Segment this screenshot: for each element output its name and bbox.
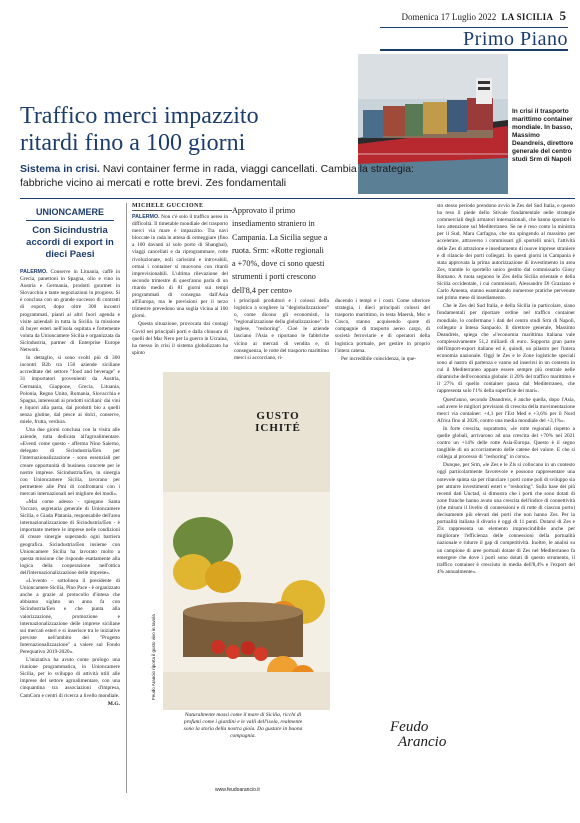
sidebar-paragraph: Una due giorni conclusa con la visita alle aziende, tutta dedicata all'agroalimentare. «Eventi come questo - afferma Nino Salerno, delegato di Sicindustria/Een per l'internazionalizzazione - sono essenziali per creare opportunità di business concrete per le nostre imprese. Sicindustria/Een, in sinergia con Unioncamere Sicilia, lavorano per permettere alle Pmi di confrontarsi con i mercati internazionali nel migliore dei modi».	[20, 427, 120, 497]
slogan-line-1: GUSTO	[256, 410, 300, 422]
pull-quote: Approvato il primo insediamento straniero in Campania. La Sicilia segue a ruota. Srm: «Rotte regionali a +70%, dove ci sono questi strumenti i porti crescono dell'8,4 per cento»	[232, 206, 328, 295]
article-paragraph: Che le Zes del Sud Italia, e della Sicilia in particolare, siano fondamentali per riportare ordine nel traffico container mondiale, lo confermano i dati del centro studi Srm di Napoli, collegato a Intesa Sanpaolo. Il direttore generale, Massimo Deandreis, spiega che «l'economia marittima italiana vale complessivamente 51,2 miliardi di euro. Supporta gran parte dell'import-export italiano ed è, quindi, un pilastro per l'intera economia nazionale. Oggi le Zes e le Zone logistiche speciali sono al nastro di partenza e vanno ad inserirsi in un contesto in cui il Mediterraneo appare essere sempre più centrale nelle dinamiche dell'economia globale: il 20% del traffico marittimo e il 27% di quello container passa dal Mediterraneo, che rappresenta solo l'1% della superficie dei mari».	[437, 303, 575, 395]
article-column-1	[132, 214, 228, 366]
sidebar-box	[20, 203, 120, 789]
section-band	[380, 27, 568, 51]
article-paragraph: sto stesso periodo prendono avvio le Zes del Sud Italia, e questo ha reso il piede dello Stivale fondamentale nelle strategie commerciali degli armatori internazionali, che hanno spostato lo loro attenzione sul Mediterraneo. Se ne è reso conto la ministra per il Sud, Mara Carfagna, che sta spingendo al massimo per accelerare, attraverso i commissari gli sportelli unici, l'attività delle Zes di attrazione e insediamento di nuove imprese straniere e di rilancio dei porti collegati. In questi giorni in Campania è stata approvata la prima autorizzazione di investimento in area Zes, tramite lo sportello unico gestito dal commissario Giosy Romano. A ruota seguono le Zes della Sicilia orientale e della Sicilia occidentale, i cui commissari, Alessandro Di Graziano e Carlo Amenta, stanno esaminando numerose pratiche pervenute nel primo mese di insediamento.	[437, 203, 575, 302]
sidebar-body	[20, 269, 120, 789]
article-paragraph: In forte crescita, soprattutto, «le rotte regionali rispetto a quelle globali, arrivarono ad una crescita del +70% nel 2021 contro un +14% delle rotte Asia-Europa. Questo è il segno tangibile di un accorciamento delle catene del valore. E che si collega al processo di "reshoring" in corso».	[437, 425, 575, 461]
headline-line-2: ritardi fino a 100 giorni	[20, 130, 246, 156]
sidebar-kicker: UNIONCAMERE	[35, 207, 104, 217]
article-paragraph: ducendo i tempi e i costi. Come ulteriore strategia, i dieci principali colossi del trasporto marittimo, in testa Maersk, Msc e Cosco, stanno acquisendo quote di compagnie di trasporto aereo cargo, di società ferroviarie e di operatori della logistica portuale, per gestire in proprio l'intera catena.	[335, 298, 430, 354]
article-location: PALERMO.	[132, 214, 160, 220]
article-paragraph: i principali produttori e i colossi della logistica a scegliere la "deglobalizzazione" o, come dicono gli economisti, la "regionalizzazione della globalizzazione". In inglese, "reshoring". Cioè le aziende lasciano l'Asia e riportano le fabbriche vicino ai mercati di vendita e, di conseguenza, le rotte del trasporto marittimo merci si accorciano, ri-	[234, 298, 329, 361]
article-column-3	[335, 298, 430, 368]
subhead-lead: Sistema in crisi.	[20, 163, 100, 175]
article-paragraph: Dunque, per Srm, «le Zes e le Zls si collocano in un contesto oggi particolarmente favorevole e possono rappresentare una notevole spinta sia per rilanciare i porti come poli di sviluppo sia per attrarre investimenti esteri e "reshoring". Sulla base dei più recenti dati Unctad, si dimostra che i porti che sono dotati di zone franche hanno avuto una crescita dell'indice di connettività (che misura il livello di connessioni e di rotte di ciascun porto) decisamente più elevati dei porti che non hanno Zes. Per la portualità italiana il divario è oggi di 11 punti. Dotarsi di Zes e Zls rappresenta un elemento imprescindibile anche per migliorare l'efficienza delle connessioni della portualità nazionale e ridurre il gap di competitività. Inoltre, le analisi su un campione di aree portuali dotate di Zes nel Mediterraneo fa emergere che dove i porti sono dotati di questo strumento, il traffico container è cresciuto in media dell'8,4% e l'export del 4% annualmente».	[437, 462, 575, 575]
sidebar-paragraph: «Mai come adesso - spiegano Santa Vaccaro, segretaria generale di Unioncamere Sicilia, e Giada Platania, responsabile dell'area internazionalizzazione di Sicindustria/Een - è importante mettere le imprese nelle condizioni di creare sinergie superando ogni barriera geografica. Sicindustria/Een insieme con Unioncamere Sicilia ha lavorato molto a questa missione che risponde esattamente alla logica della cooperazione nell'ottica dell'internazionalizzazione delle imprese».	[20, 499, 120, 576]
sidebar-paragraph: PALERMO. Conserve in Lituania, caffè in Grecia, panettoni in Spagna, olio e vino in Austria e Germania, prodotti gourmet in Slovacchia e tante negoziazioni in progress. Si è conclusa con un grande successo di contratti di export, dopo oltre 300 incontri programmati, pianti ai altri fuori agenda e visite aziendali in tutta la Sicilia. la missione di buyer esteri nell'isola ospitata e fortemente voluta da Unioncamere Sicilia e organizzata da Sicindustria, partner di Enterprise Europe Network.	[20, 269, 120, 354]
advert-caption: Naturalmente mossi come il mare di Sicilia, ricchi di profumi come i giardini e le valli dell'isola, realmente sono la storia della nostra gioia. Da gustare in buona compagnia.	[183, 712, 303, 739]
photo-caption: In crisi il trasporto marittimo container mondiale. In basso, Massimo Deandreis, direttore generale del centro studi Srm di Napoli	[512, 108, 574, 163]
advert-url[interactable]: www.feudoarancio.it	[215, 787, 260, 793]
section-title: Primo Piano	[463, 28, 568, 50]
slogan-line-2: ICHITÉ	[255, 422, 301, 434]
article-column-2	[234, 298, 329, 368]
advert-slogan	[238, 410, 318, 434]
page-header	[18, 8, 566, 28]
sidebar-title: Con Sicindustria accordi di export in dieci Paesi	[26, 225, 114, 260]
issue-date: Domenica 17 Luglio 2022	[401, 12, 497, 22]
column-divider	[126, 203, 127, 793]
article-column-4	[437, 203, 575, 793]
article-paragraph: PALERMO. Non c'è solo il traffico aereo in difficoltà. Il timetable mondiale del trasporto merci via mare è impazzito. Tra navi bloccate in rada in attesa di ormeggiare (fino a 100 davanti al solo porto di Shanghai), viaggi cancellati e da riprogrammare, rotte rivoluzionate, noli carissimi e introvabili, ormai i container si muovono con ritardi imprevisionabili. L'ultima rilevazione del secondo trimestre di quest'anno parla di un ritardo medio di 81 giorni sui tempi programmati di consegna dall'Asia all'Europa, ma le previsioni per il terzo trimestre prevedono una soglia vicina ai 100 giorni.	[132, 214, 228, 320]
article-paragraph: Per incredibile coincidenza, in que-	[341, 355, 417, 362]
sidebar-paragraph: In dettaglio, si sono svolti più di 300 incontri B2b tra 150 aziende siciliane accreditate del settore "food and beverage" e 31 importatori provenienti da Austria, Germania, Giappone, Grecia, Lituania, Polonia, Regno Unito, Romania, Slovacchia e Spagna, interessati ai prodotti siciliani: dai vini e liquori alla pasta, dai prodotti bio a quelli senza glutine, dal pesce ai dolci, conserve, miele, frutta, verdura.	[20, 355, 120, 425]
sidebar-signature: M.G.	[107, 700, 120, 707]
advert-side-text: Feudo Arancio riporta il gusto vivo in tavola	[151, 614, 156, 700]
headline-line-1: Traffico merci impazzito	[20, 103, 259, 129]
sidebar-paragraph: L'iniziativa ha avuto come prologo una riunione programmatica, in Unioncamere Sicilia, per lo sviluppo di attività utili alle imprese del settore agroalimentare, con una cinquantina tra associazioni d'impresa, CamCom e centri di ricerca a livello mondiale.	[20, 657, 120, 699]
publication-name: LA SICILIA	[501, 12, 554, 22]
brand-line-1: Feudo	[390, 719, 429, 735]
article-paragraph: Quest'anno, secondo Deandreis, è anche quella, dopo l'Asia, «ad avere le migliori previsioni di crescita della movimentazione merci via container: +4,1 per l'Est Med e +3,6% per il Nord Africa fino al 2026, contro una media mondiale del +3,1%».	[437, 396, 575, 424]
divider-rule	[20, 198, 575, 199]
feudo-arancio-logo	[390, 720, 470, 765]
sidebar-location: PALERMO.	[20, 269, 48, 275]
page-number: 5	[559, 8, 566, 23]
brand-line-2: Arancio	[398, 734, 447, 750]
byline: MICHELE GUCCIONE	[132, 203, 232, 211]
sidebar-paragraph: «L'evento - sottolinea il presidente di Unioncamere Sicilia, Pino Pace - è organizzato anche a grazie al protocollo d'intesa che abbiamo siglato un anno fa con Sicindustria/Een e che punta alla valorizzazione, promozione e internazionalizzazione delle imprese siciliane sui mercati esteri e si inserisce tra le iniziative previste nell'ambito del "Progetto Internazionalizzazione" a valere sul Fondo Perequativo 2019-2020».	[20, 578, 120, 655]
subhead-text: Navi container ferme in rada, viaggi cancellati. Cambia la strategia: fabbriche vicino ai mercati e rotte brevi. Zes fondamentali	[20, 163, 414, 189]
subheadline	[20, 162, 430, 190]
sidebar-rule	[26, 220, 114, 221]
headline	[20, 103, 350, 157]
article-paragraph: Questa situazione, provocata dai contagi Covid nei principali porti e dalla chiusura di quelli del Mar Nero per la guerra in Ucraina, ha messo in crisi il sistema globalizzato ha spinto	[132, 321, 228, 356]
